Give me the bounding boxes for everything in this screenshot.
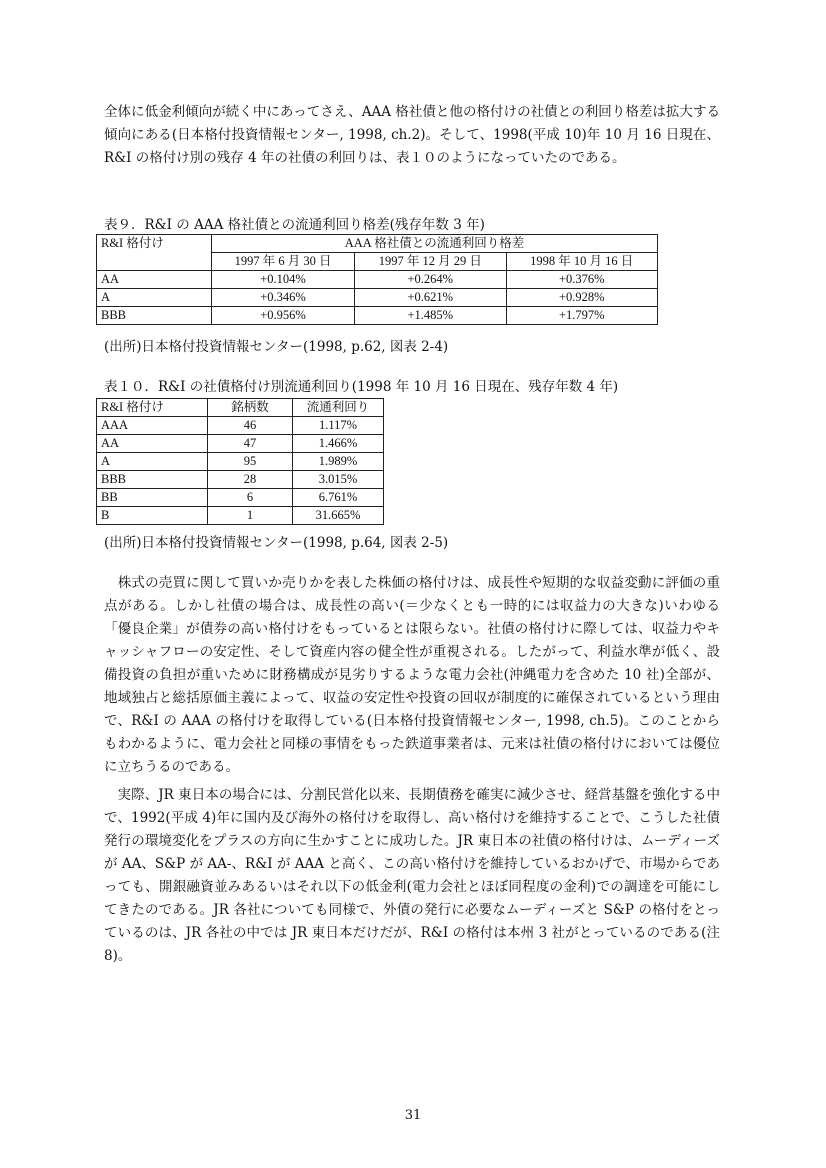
value-cell: +0.621% xyxy=(355,289,506,307)
table-row xyxy=(97,435,384,453)
count-cell: 95 xyxy=(208,453,293,471)
table9-caption: 表９．R&I の AAA 格社債との流通利回り格差(残存年数 3 年) xyxy=(104,217,485,233)
count-cell: 47 xyxy=(208,435,293,453)
table-row xyxy=(97,307,658,325)
rating-cell: AA xyxy=(97,271,212,289)
table-row xyxy=(97,471,384,489)
table-row xyxy=(97,453,384,471)
count-cell: 46 xyxy=(208,417,293,435)
count-cell: 28 xyxy=(208,471,293,489)
value-cell: +0.346% xyxy=(212,289,355,307)
table9-date-header: 1997 年 6 月 30 日 xyxy=(212,253,355,271)
page-number: 31 xyxy=(404,1108,422,1123)
table10-header: 流通利回り xyxy=(293,399,384,417)
value-cell: +0.264% xyxy=(355,271,506,289)
yield-cell: 6.761% xyxy=(293,489,384,507)
value-cell: +0.104% xyxy=(212,271,355,289)
table-row xyxy=(97,289,658,307)
table10-caption: 表１０．R&I の社債格付け別流通利回り(1998 年 10 月 16 日現在、残存年数 4 年) xyxy=(104,379,619,395)
rating-cell: A xyxy=(97,453,208,471)
table10-header: 銘柄数 xyxy=(208,399,293,417)
table9 xyxy=(96,234,658,325)
table-row xyxy=(97,271,658,289)
value-cell: +1.797% xyxy=(506,307,658,325)
yield-cell: 3.015% xyxy=(293,471,384,489)
rating-cell: B xyxy=(97,507,208,525)
table-row xyxy=(97,489,384,507)
value-cell: +0.928% xyxy=(506,289,658,307)
rating-cell: AAA xyxy=(97,417,208,435)
table9-date-header: 1997 年 12 月 29 日 xyxy=(355,253,506,271)
intro-paragraph: 全体に低金利傾向が続く中にあってさえ、AAA 格社債と他の格付けの社債との利回り格差は拡大する傾向にある(日本格付投資情報センター, 1998, ch.2)。そして、1998(平成 10)年 10 月 16 日現在、R&I の格付け別の残存 4 年の社債の利回りは、表１０のようになっていたのである。 xyxy=(104,104,720,166)
count-cell: 6 xyxy=(208,489,293,507)
yield-cell: 1.466% xyxy=(293,435,384,453)
rating-cell: BBB xyxy=(97,471,208,489)
table9-date-header: 1998 年 10 月 16 日 xyxy=(506,253,658,271)
value-cell: +0.376% xyxy=(506,271,658,289)
table9-group-header: AAA 格社債との流通利回り格差 xyxy=(212,235,658,253)
value-cell: +0.956% xyxy=(212,307,355,325)
table-row xyxy=(97,507,384,525)
yield-cell: 1.117% xyxy=(293,417,384,435)
table9-corner-label: R&I 格付け xyxy=(97,235,212,271)
table10 xyxy=(96,398,384,525)
value-cell: +1.485% xyxy=(355,307,506,325)
table10-header: R&I 格付け xyxy=(97,399,208,417)
table10-source: (出所)日本格付投資情報センター(1998, p.64, 図表 2-5) xyxy=(104,535,449,551)
yield-cell: 1.989% xyxy=(293,453,384,471)
rating-cell: AA xyxy=(97,435,208,453)
count-cell: 1 xyxy=(208,507,293,525)
rating-cell: A xyxy=(97,289,212,307)
table-row xyxy=(97,417,384,435)
table9-source: (出所)日本格付投資情報センター(1998, p.62, 図表 2-4) xyxy=(104,339,449,355)
yield-cell: 31.665% xyxy=(293,507,384,525)
rating-cell: BB xyxy=(97,489,208,507)
body-paragraph-2: 実際、JR 東日本の場合には、分割民営化以来、長期債務を確実に減少させ、経営基盤を強化する中で、1992(平成 4)年に国内及び海外の格付けを取得し、高い格付けを維持することで、こうした社債発行の環境変化をプラスの方向に生かすことに成功した。JR 東日本の社債の格付けは、ムーディーズが AA、S&P が AA-、R&I が AAA と高く、この高い格付けを維持しているおかげで、市場からであっても、開銀融資並みあるいはそれ以下の低金利(電力会社とほぼ同程度の金利)での調達を可能にしてきたのである。JR 各社についても同様で、外債の発行に必要なムーディーズと S&P の格付をとっているのは、JR 各社の中では JR 東日本だけだが、R&I の格付は本州 3 社がとっているのである(注 8)。 xyxy=(104,787,725,964)
body-paragraph-1: 株式の売買に関して買いか売りかを表した株価の格付けは、成長性や短期的な収益変動に評価の重点がある。しかし社債の場合は、成長性の高い(＝少なくとも一時的には収益力の大きな)いわゆる「優良企業」が債券の高い格付けをもっているとは限らない。社債の格付けに際しては、収益力やキャッシャフローの安定性、そして資産内容の健全性が重視される。したがって、利益水準が低く、設備投資の負担が重いために財務構成が見劣りするような電力会社(沖縄電力を含めた 10 社)全部が、地域独占と総括原価主義によって、収益の安定性や投資の回収が制度的に確保されているという理由で、R&I の AAA の格付けを取得している(日本格付投資情報センター, 1998, ch.5)。このことからもわかるように、電力会社と同様の事情をもった鉄道事業者は、元来は社債の格付けにおいては優位に立ちうるのである。 xyxy=(104,575,720,775)
rating-cell: BBB xyxy=(97,307,212,325)
